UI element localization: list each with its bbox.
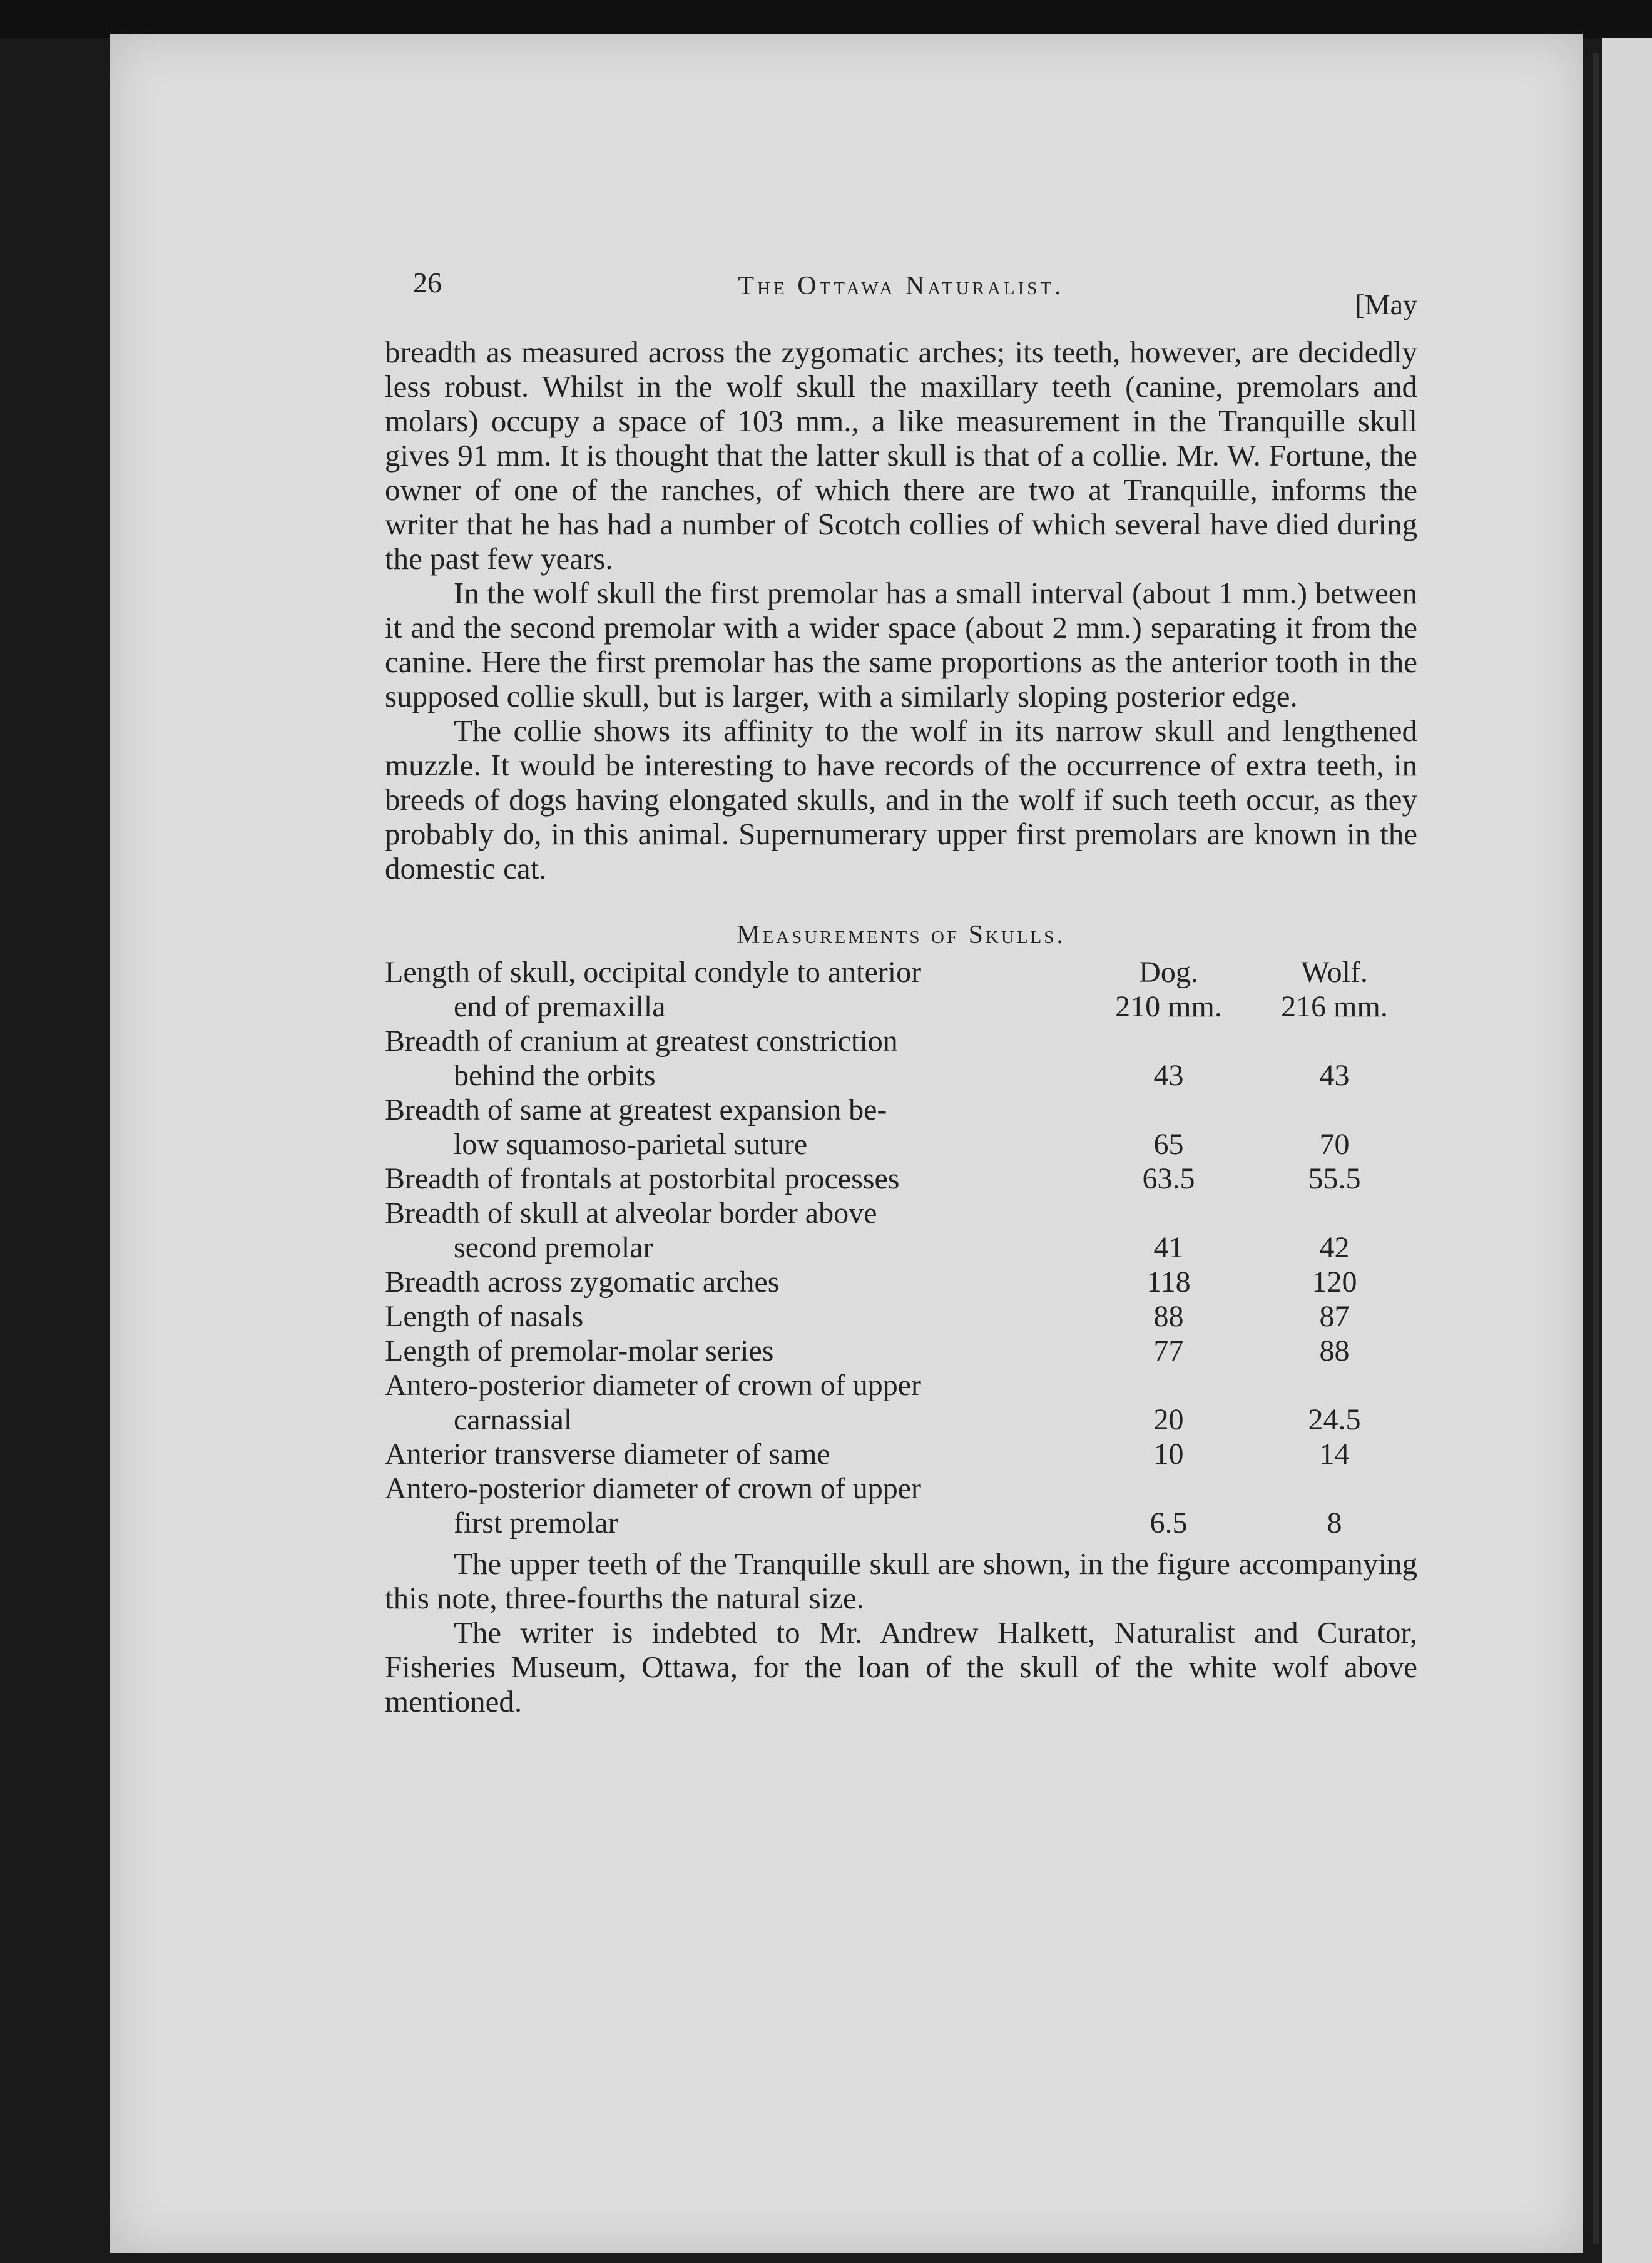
wolf-value-text: 43 [1319,1059,1350,1092]
dog-value [1086,1471,1252,1540]
measurement-label-line: Breadth of cranium at greatest constriction [385,1024,898,1058]
dog-value-text: 10 [1153,1438,1184,1471]
column-header-dog: Dog. [1139,956,1198,989]
wolf-value [1252,1265,1417,1299]
measurement-label-continuation: low squamoso-parietal suture [454,1128,808,1161]
table-row [385,1334,1417,1368]
dog-value-text: 63.5 [1142,1162,1195,1195]
dog-value [1086,1265,1252,1299]
wolf-value-text: 42 [1319,1231,1350,1264]
table-row [385,1024,1417,1093]
wolf-value-text: 24.5 [1308,1403,1361,1436]
measurement-label [385,1024,1086,1093]
page-number: 26 [413,267,442,299]
page-content [385,253,1417,1719]
skull-measurements-table [385,955,1417,1540]
measurement-label [385,1196,1086,1265]
wolf-value-text: 88 [1319,1334,1350,1367]
measurement-label-continuation: end of premaxilla [454,990,666,1023]
page-binding-shadow [1593,53,1599,2244]
issue-month: [May [1355,289,1417,320]
measurement-label-line: Breadth of same at greatest expansion be- [385,1093,887,1126]
dog-value-text: 41 [1153,1231,1184,1264]
column-header-wolf: Wolf. [1301,956,1368,989]
dog-value [1086,1334,1252,1368]
measurement-label-line: Length of nasals [385,1300,584,1333]
dog-value-text: 6.5 [1150,1506,1188,1540]
facing-page-edge [1602,38,1652,2263]
wolf-value-text: 8 [1327,1506,1342,1540]
closing-section [385,1546,1417,1719]
paragraph-collie-affinity: The collie shows its affinity to the wolf in its narrow skull and lengthened muzzle. It would be interesting to have records of the occurrence of extra teeth, in breeds of dogs having elongated skulls, and in the wolf if such teeth occur, as they probably do, in this animal. Supernumerary upper first premolars are known in the domestic cat. [385,713,1417,886]
dog-value-text: 65 [1153,1128,1184,1161]
measurement-label [385,1299,1086,1334]
dog-value [1086,955,1252,1024]
dog-value-text: 118 [1146,1265,1191,1299]
wolf-value [1252,1162,1417,1196]
dog-value [1086,1368,1252,1437]
dog-value [1086,1093,1252,1162]
wolf-value-text: 120 [1312,1265,1357,1299]
measurement-label-line: Breadth across zygomatic arches [385,1265,780,1299]
wolf-value-text: 216 mm. [1281,990,1388,1023]
dog-value [1086,1196,1252,1265]
measurement-label-line: Breadth of skull at alveolar border above [385,1197,877,1230]
table-row [385,1093,1417,1162]
dog-value-text: 88 [1153,1300,1184,1333]
table-row [385,1299,1417,1334]
measurement-label-line: Length of premolar-molar series [385,1334,774,1367]
wolf-value-text: 70 [1319,1128,1350,1161]
table-row [385,1196,1417,1265]
dog-value-text: 43 [1153,1059,1184,1092]
wolf-value [1252,1471,1417,1540]
scan-border-top [0,0,1652,38]
dog-value-text: 77 [1153,1334,1184,1367]
paragraph-acknowledgement: The writer is indebted to Mr. Andrew Halkett, Naturalist and Curator, Fisheries Museum, Ottawa, for the loan of the skull of the white wolf above mentioned. [385,1615,1417,1719]
measurement-label [385,1162,1086,1196]
measurement-label-line: Breadth of frontals at postorbital processes [385,1162,900,1195]
wolf-value [1252,1196,1417,1265]
measurement-label [385,1265,1086,1299]
wolf-value-text: 87 [1319,1300,1350,1333]
table-title: Measurements of Skulls. [737,921,1066,949]
dog-value [1086,1162,1252,1196]
journal-title: The Ottawa Naturalist. [738,272,1064,300]
measurement-label-continuation: behind the orbits [454,1059,656,1092]
measurement-label-continuation: second premolar [454,1231,653,1264]
wolf-value [1252,1334,1417,1368]
measurement-label-line: Antero-posterior diameter of crown of upper [385,1472,922,1505]
dog-value-text: 20 [1153,1403,1184,1436]
wolf-value [1252,1024,1417,1093]
table-row [385,1471,1417,1540]
measurement-label [385,1471,1086,1540]
measurement-label-line: Length of skull, occipital condyle to anterior [385,956,922,989]
measurement-label [385,1334,1086,1368]
measurement-label-line: Anterior transverse diameter of same [385,1438,830,1471]
measurement-label [385,1093,1086,1162]
table-row [385,1437,1417,1471]
table-row [385,955,1417,1024]
wolf-value [1252,1093,1417,1162]
table-row [385,1265,1417,1299]
paragraph-zygomatic: breadth as measured across the zygomatic arches; its teeth, however, are decidedly less robust. Whilst in the wolf skull the maxillary teeth (canine, premolars and molars) occupy a space of 103 mm., a like measurement in the Tranquille skull gives 91 mm. It is thought that the latter skull is that of a collie. Mr. W. Fortune, the owner of one of the ranches, of which there are two at Tranquille, informs the writer that he has had a number of Scotch collies of which several have died during the past few years. [385,335,1417,576]
wolf-value [1252,1368,1417,1437]
wolf-value-text: 55.5 [1308,1162,1361,1195]
paragraph-figure-note: The upper teeth of the Tranquille skull are shown, in the figure accompanying this note, three-fourths the natural size. [385,1546,1417,1615]
paragraph-premolar: In the wolf skull the first premolar has a small interval (about 1 mm.) between it and the second premolar with a wider space (about 2 mm.) separating it from the canine. Here the first premolar has the same proportions as the anterior tooth in the supposed collie skull, but is larger, with a similarly sloping posterior edge. [385,576,1417,713]
table-row [385,1162,1417,1196]
wolf-value [1252,1437,1417,1471]
wolf-value [1252,1299,1417,1334]
measurement-label-continuation: carnassial [454,1403,573,1436]
measurement-label-continuation: first premolar [454,1506,618,1540]
wolf-value-text: 14 [1319,1438,1350,1471]
measurement-label [385,1368,1086,1437]
dog-value-text: 210 mm. [1115,990,1222,1023]
wolf-value [1252,955,1417,1024]
measurement-label [385,955,1086,1024]
measurement-label [385,1437,1086,1471]
dog-value [1086,1024,1252,1093]
dog-value [1086,1299,1252,1334]
measurement-label-line: Antero-posterior diameter of crown of upper [385,1369,922,1402]
table-row [385,1368,1417,1437]
dog-value [1086,1437,1252,1471]
running-head [385,253,1417,335]
